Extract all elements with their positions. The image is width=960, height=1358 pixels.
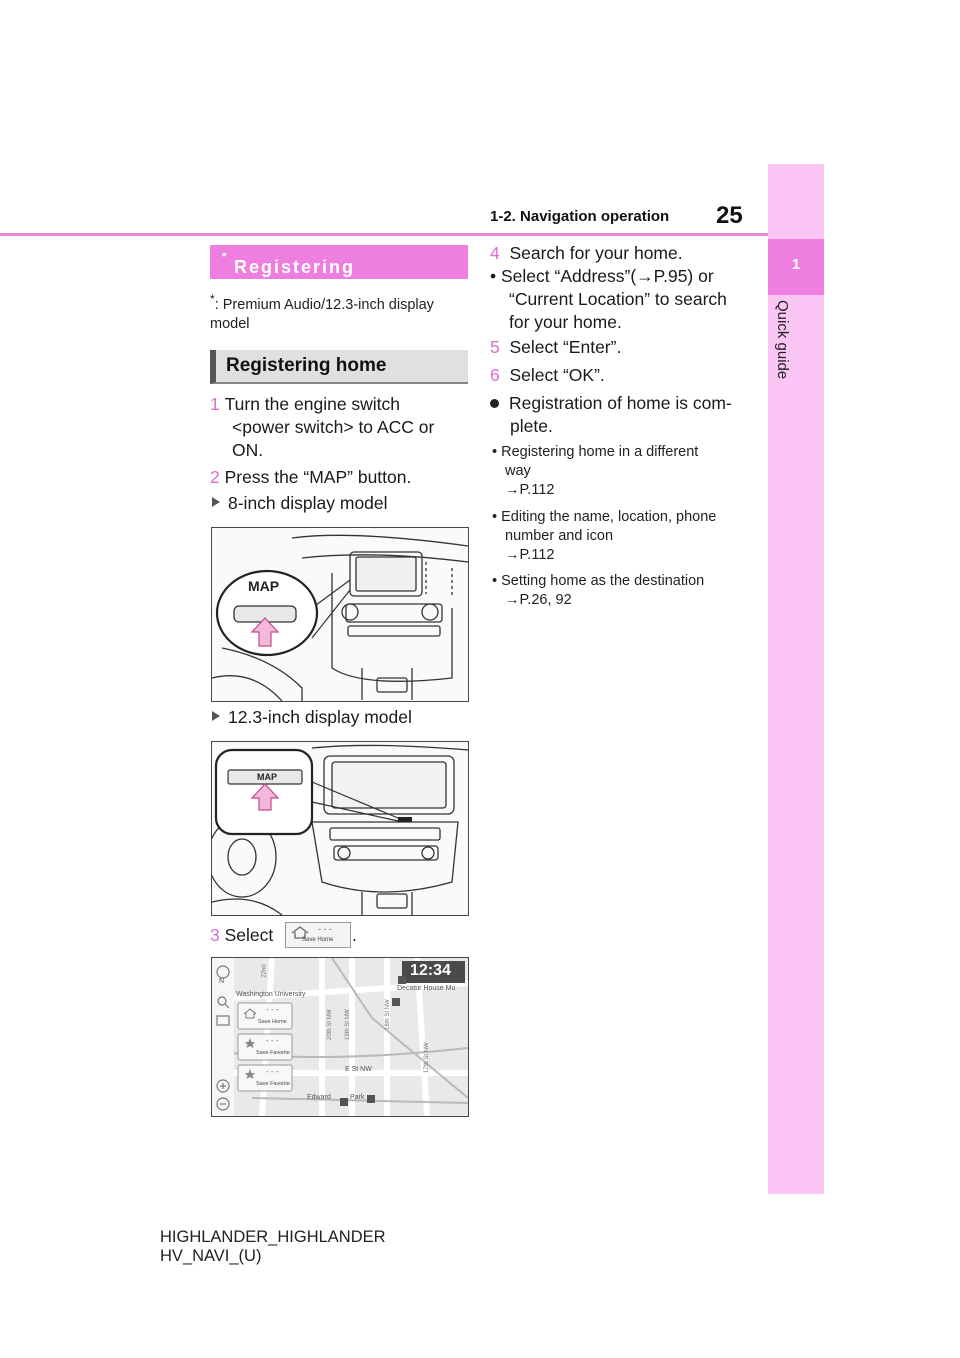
step-1: 1 Turn the engine switch <power switch> to ACC or ON. xyxy=(210,394,435,460)
bullet-dot-icon xyxy=(490,399,499,408)
figure-8-inch-dashboard xyxy=(211,527,469,702)
step-5: 5 Select “Enter”. xyxy=(490,337,622,357)
figure-12-3-inch-dashboard xyxy=(211,741,469,916)
bullet-address: • Select “Address”(→P.95) or “Current Location” to search for your home. xyxy=(490,266,727,332)
variant-12-3-inch: 12.3-inch display model xyxy=(212,706,412,729)
save-favorite-button-2[interactable]: - - - Save Favorite xyxy=(256,1067,290,1087)
map-button-label-small: MAP xyxy=(257,772,277,782)
step-4: 4 Search for your home. xyxy=(490,243,683,263)
variant-8-inch: 8-inch display model xyxy=(212,492,388,515)
note-3: • Setting home as the destination →P.26, 92 xyxy=(492,572,762,610)
footnote: *: Premium Audio/12.3-inch display model xyxy=(210,292,434,332)
subsection-title-bar xyxy=(210,350,468,384)
section-header: 1-2. Navigation operation xyxy=(490,208,670,225)
section-title-bar xyxy=(210,245,468,298)
save-home-inline-icon: - - - Save Home xyxy=(285,922,351,948)
footer-model: HIGHLANDER_HIGHLANDER HV_NAVI_(U) xyxy=(160,1228,386,1265)
save-home-button[interactable]: - - - Save Home xyxy=(258,1005,287,1025)
page-number: 25 xyxy=(716,202,743,229)
map-clock: 12:34 xyxy=(410,962,451,979)
page-ref-link[interactable]: →P.26, 92 xyxy=(505,592,572,608)
section-title-mark: * xyxy=(222,251,229,263)
compass-label: N xyxy=(219,978,225,985)
note-1: • Registering home in a different way →P.112 xyxy=(492,443,762,500)
triangle-bullet-icon xyxy=(212,711,220,721)
step-6: 6 Select “OK”. xyxy=(490,365,605,385)
subsection-title: Registering home xyxy=(226,355,387,376)
dashboard-8-inch-illustration xyxy=(212,528,468,701)
chapter-label: Quick guide xyxy=(774,300,791,380)
step-3-end: . xyxy=(352,925,357,945)
note-2: • Editing the name, location, phone number and icon →P.112 xyxy=(492,508,762,565)
triangle-bullet-icon xyxy=(212,497,220,507)
dashboard-12-3-inch-illustration xyxy=(212,742,468,915)
header-rule xyxy=(0,233,768,236)
result-text: Registration of home is com- plete. xyxy=(490,392,760,438)
step-2: 2 Press the “MAP” button. xyxy=(210,467,412,487)
figure-map-screen: 12:34 N Washington University Decatur House Mu 22nd 20th St NW 19th St NW 18th St NW 17th St NW E St NW Edward Park - - - Save Home - - - Save Favorite - - - Save Favorite xyxy=(211,957,469,1117)
step-3: 3 Select xyxy=(210,925,274,945)
map-button-label: MAP xyxy=(248,578,280,594)
page-ref-link[interactable]: →P.112 xyxy=(505,482,555,498)
chapter-number: 1 xyxy=(791,256,801,273)
save-favorite-button-1[interactable]: - - - Save Favorite xyxy=(256,1036,290,1056)
section-title: Registering home xyxy=(234,257,356,298)
page-ref-link[interactable]: →P.112 xyxy=(505,547,555,563)
